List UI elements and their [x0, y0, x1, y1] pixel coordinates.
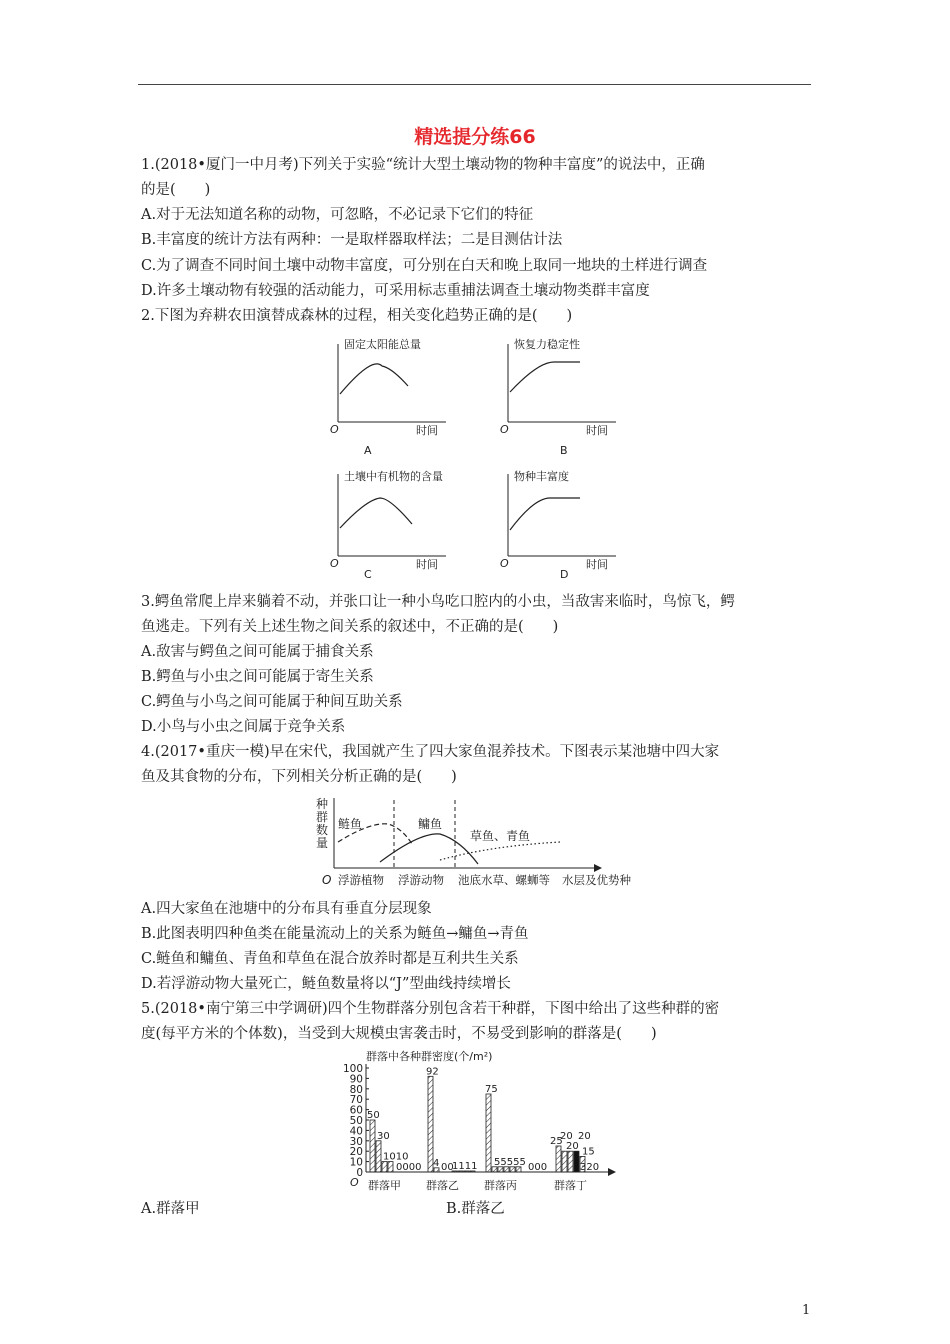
bar-value-label: 00: [441, 1162, 454, 1173]
bar: [376, 1141, 381, 1172]
bar-value-label: 1111: [452, 1160, 478, 1172]
q1-option-b: B.丰富度的统计方法有两种：一是取样器取样法；二是目测估计法: [141, 232, 563, 248]
y-tick-label: 30: [349, 1135, 363, 1148]
bar-value-label: 75: [485, 1084, 498, 1095]
graph-a-xlabel: 时间: [416, 424, 438, 437]
graph-d-origin: O: [500, 557, 509, 570]
q3-stem-2: 鱼逃走。下列有关上述生物之间关系的叙述中，不正确的是( ): [141, 619, 559, 635]
graph-c-curve: [340, 498, 412, 528]
page-title: 精选提分练66: [414, 126, 536, 148]
fig4-xcat-1: 浮游植物: [338, 873, 384, 887]
fig4-xcat-2: 浮游动物: [398, 873, 444, 887]
graph-a-tag: A: [364, 444, 372, 457]
fig4-ylabel-4: 量: [316, 836, 329, 850]
graph-c-ylabel: 土壤中有机物的含量: [344, 470, 443, 483]
bar-value-label: 1010: [383, 1151, 409, 1163]
q5-density-chart: [330, 1046, 620, 1196]
graph-b-origin: O: [500, 423, 509, 436]
graph-d-ylabel: 物种丰富度: [514, 470, 569, 483]
group-label: 群落丁: [554, 1179, 587, 1192]
q1-option-c: C.为了调查不同时间土壤中动物丰富度，可分别在白天和晚上取同一地块的土样进行调查: [141, 258, 708, 274]
bar-value-label: 50: [367, 1110, 380, 1121]
fig4-xcat-3: 池底水草、螺蛳等: [458, 873, 550, 887]
y-tick-label: 100: [342, 1063, 363, 1075]
bar: [486, 1094, 491, 1172]
q1-option-d: D.许多土壤动物有较强的活动能力，可采用标志重捕法调查土壤动物类群丰富度: [141, 283, 650, 299]
bar-value-label: 92: [426, 1066, 439, 1078]
graph-b-xlabel: 时间: [586, 424, 608, 437]
graph-a-ylabel: 固定太阳能总量: [344, 338, 421, 351]
graph-d-curve: [510, 498, 580, 530]
graph-a-origin: O: [330, 423, 339, 436]
bar: [556, 1146, 561, 1172]
group-label: 群落乙: [426, 1179, 459, 1192]
q4-stem-2: 鱼及其食物的分布，下列相关分析正确的是( ): [141, 769, 457, 785]
y-tick-label: 80: [349, 1083, 363, 1096]
q4-option-c: C.鲢鱼和鳙鱼、青鱼和草鱼在混合放养时都是互利共生关系: [141, 951, 519, 967]
bar-value-label: 20: [560, 1131, 573, 1143]
q5-stem-2: 度(每平方米的个体数)，当受到大规模虫害袭击时，不易受到影响的群落是( ): [141, 1026, 657, 1042]
y-tick-label: 40: [349, 1125, 363, 1138]
page-number: 1: [802, 1303, 811, 1318]
graph-d-tag: D: [560, 568, 569, 581]
bar-value-label: 15: [582, 1146, 595, 1158]
q1-option-a: A.对于无法知道名称的动物，可忽略，不必记录下它们的特征: [141, 207, 534, 223]
bar: [370, 1120, 375, 1172]
y-tick-label: 90: [349, 1073, 363, 1086]
graph-c-xlabel: 时间: [416, 558, 438, 571]
graph-c-origin: O: [330, 557, 339, 570]
group-label: 群落甲: [368, 1179, 401, 1192]
q4-option-b: B.此图表明四种鱼类在能量流动上的关系为鲢鱼→鳙鱼→青鱼: [141, 926, 529, 942]
q2-graph-c: [328, 464, 458, 589]
header-rule: [138, 84, 811, 85]
graph-b-tag: B: [560, 444, 568, 457]
group-label: 群落丙: [484, 1179, 517, 1192]
bar: [382, 1162, 387, 1172]
chart-title: 群落中各种群密度(个/m²): [366, 1050, 493, 1063]
q2-graph-d: [498, 464, 628, 589]
graph-d-xlabel: 时间: [586, 558, 608, 571]
graph-b-ylabel: 恢复力稳定性: [514, 338, 580, 351]
bar-value-label: 20: [578, 1131, 591, 1143]
q4-fish-figure: [310, 792, 640, 892]
fig4-curve-grass: [440, 842, 560, 860]
graph-a-curve: [340, 364, 408, 394]
q2-graph-a: [328, 334, 458, 459]
bar-value-label: 55555: [494, 1156, 526, 1168]
bar: [562, 1151, 567, 1172]
y-tick-label: 60: [349, 1104, 363, 1117]
y-tick-label: 70: [349, 1094, 363, 1107]
q3-option-a: A.敌害与鳄鱼之间可能属于捕食关系: [141, 644, 374, 660]
graph-c-tag: C: [364, 568, 372, 581]
q5-option-a: A.群落甲: [141, 1201, 200, 1217]
graph-b-curve: [510, 362, 580, 392]
y-tick-label: 50: [349, 1115, 363, 1127]
chart-origin: O: [350, 1176, 359, 1189]
fig4-xlabel: 水层及优势种: [562, 873, 631, 887]
q3-option-d: D.小鸟与小虫之间属于竞争关系: [141, 719, 346, 735]
bar: [568, 1151, 573, 1172]
bar-value-label: 30: [377, 1130, 390, 1142]
bar-value-label: 20: [566, 1141, 579, 1153]
fig4-ylabel-2: 群: [316, 810, 329, 824]
q4-stem-1: 4.(2017•重庆一模)早在宋代，我国就产生了四大家鱼混养技术。下图表示某池塘中四大家: [141, 744, 720, 760]
q1-stem-1: 1.(2018•厦门一中月考)下列关于实验“统计大型土壤动物的物种丰富度”的说法中，正确: [141, 157, 705, 173]
q1-stem-2: 的是( ): [141, 182, 211, 198]
fig4-label-bighead: 鳙鱼: [418, 817, 443, 831]
fig4-label-silver: 鲢鱼: [338, 817, 363, 831]
q2-graph-b: [498, 334, 628, 459]
bar-value-label: 0000: [396, 1162, 422, 1173]
fig4-ylabel-1: 种: [316, 797, 329, 811]
q2-stem: 2.下图为弃耕农田演替成森林的过程，相关变化趋势正确的是( ): [141, 308, 573, 324]
bar-value-label: 320: [580, 1162, 600, 1173]
q3-option-b: B.鳄鱼与小虫之间可能属于寄生关系: [141, 669, 374, 685]
fig4-curve-bighead: [380, 834, 478, 864]
q4-option-d: D.若浮游动物大量死亡，鲢鱼数量将以“J”型曲线持续增长: [141, 976, 511, 992]
y-tick-label: 10: [349, 1156, 363, 1169]
bar: [574, 1151, 579, 1172]
q5-option-b: B.群落乙: [446, 1201, 505, 1217]
q5-stem-1: 5.(2018•南宁第三中学调研)四个生物群落分别包含若干种群，下图中给出了这些种群的密: [141, 1001, 720, 1017]
bar: [388, 1162, 393, 1172]
y-tick-label: 20: [349, 1146, 363, 1159]
fig4-origin: O: [322, 873, 332, 887]
fig4-label-grass: 草鱼、青鱼: [470, 829, 531, 843]
q4-option-a: A.四大家鱼在池塘中的分布具有垂直分层现象: [141, 901, 432, 917]
bar-value-label: 000: [528, 1162, 548, 1173]
fig4-ylabel-3: 数: [316, 823, 329, 837]
q3-option-c: C.鳄鱼与小鸟之间可能属于种间互助关系: [141, 694, 403, 710]
bar-value-label: 4: [433, 1157, 440, 1169]
y-tick-label: 0: [356, 1167, 363, 1179]
bar-value-label: 25: [550, 1136, 563, 1147]
q3-stem-1: 3.鳄鱼常爬上岸来躺着不动，并张口让一种小鸟吃口腔内的小虫，当敌害来临时，鸟惊飞，鳄: [141, 594, 735, 610]
